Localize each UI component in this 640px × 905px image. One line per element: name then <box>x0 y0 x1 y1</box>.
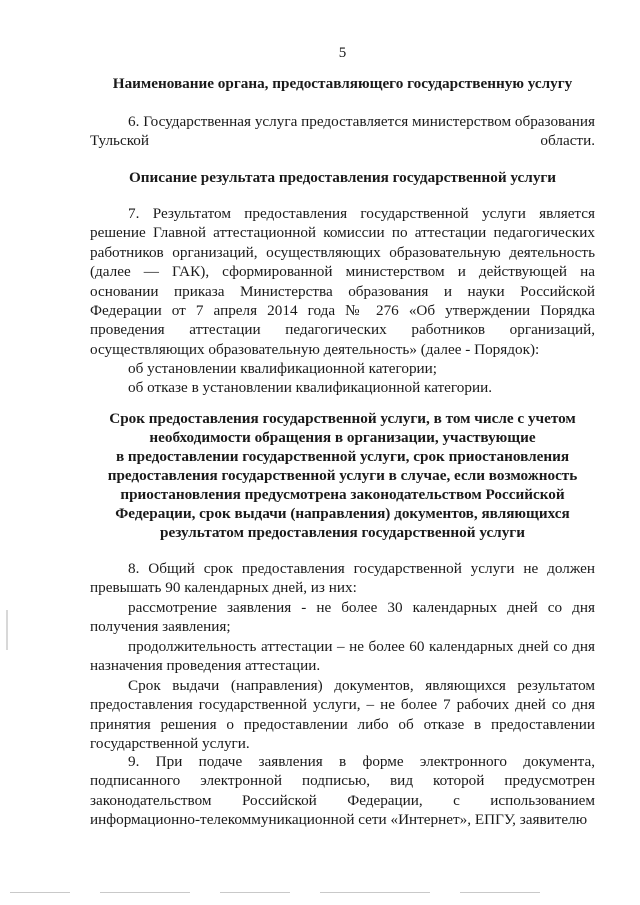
paragraph-9: 9. При подаче заявления в форме электронного документа, подписанного электронной подписью, вид которой предусмотрен законодательством Российской Федерации, с использованием информационно-телекоммуникационной сети «Интернет», ЕПГУ, заявителю <box>90 753 595 829</box>
scan-artifact <box>320 892 430 893</box>
paragraph-8-item-2: продолжительность аттестации – не более 60 календарных дней со дня назначения проведения аттестации. <box>90 638 595 675</box>
scan-artifact <box>10 892 70 893</box>
paragraph-6: 6. Государственная услуга предоставляется министерством образования Тульской области. <box>90 113 595 150</box>
organ-heading: Наименование органа, предоставляющего государственную услугу <box>112 75 573 92</box>
term-heading-line: Срок предоставления государственной услуги, в том числе с учетом <box>109 410 576 427</box>
term-heading-line: приостановления предусмотрена законодательством Российской <box>120 486 565 503</box>
term-heading-line: Федерации, срок выдачи (направления) документов, являющихся <box>115 505 570 522</box>
term-heading-line: в предоставлении государственной услуги, срок приостановления <box>115 448 570 465</box>
paragraph-7-item-1: об установлении квалификационной категории; <box>128 360 438 377</box>
term-heading-line: результатом предоставления государственной услуги <box>160 524 525 541</box>
scan-artifact <box>100 892 190 893</box>
paragraph-8-issue-term: Срок выдачи (направления) документов, являющихся результатом предоставления государственной услуги, – не более 7 рабочих дней со дня принятия решения о предоставлении либо об отказе в предоставлении государственной услуги. <box>90 677 595 753</box>
paragraph-7: 7. Результатом предоставления государственной услуги является решение Главной аттестационной комиссии по аттестации педагогических работников организаций, осуществляющих образовательную деятельность (далее — ГАК), сформированной министерством и действующей на основании приказа Министерства образования и науки Российской Федерации от 7 апреля 2014 года № 276 «Об утверждении Порядка проведения аттестации педагогических работников организаций, осуществляющих образовательную деятельность» (далее - Порядок): <box>90 205 595 358</box>
paragraph-8-item-1: рассмотрение заявления - не более 30 календарных дней со дня получения заявления; <box>90 599 595 636</box>
term-heading-line: предоставления государственной услуги в случае, если возможность <box>107 467 578 484</box>
paragraph-8: 8. Общий срок предоставления государственной услуги не должен превышать 90 календарных дней, из них: <box>90 560 595 597</box>
scan-artifact <box>220 892 290 893</box>
paragraph-7-item-2: об отказе в установлении квалификационной категории. <box>128 379 493 396</box>
scan-artifact <box>6 610 8 650</box>
scan-artifact <box>460 892 540 893</box>
result-heading: Описание результата предоставления государственной услуги <box>128 169 557 186</box>
term-heading-line: необходимости обращения в организации, участвующие <box>149 429 536 446</box>
page-number: 5 <box>338 45 347 61</box>
